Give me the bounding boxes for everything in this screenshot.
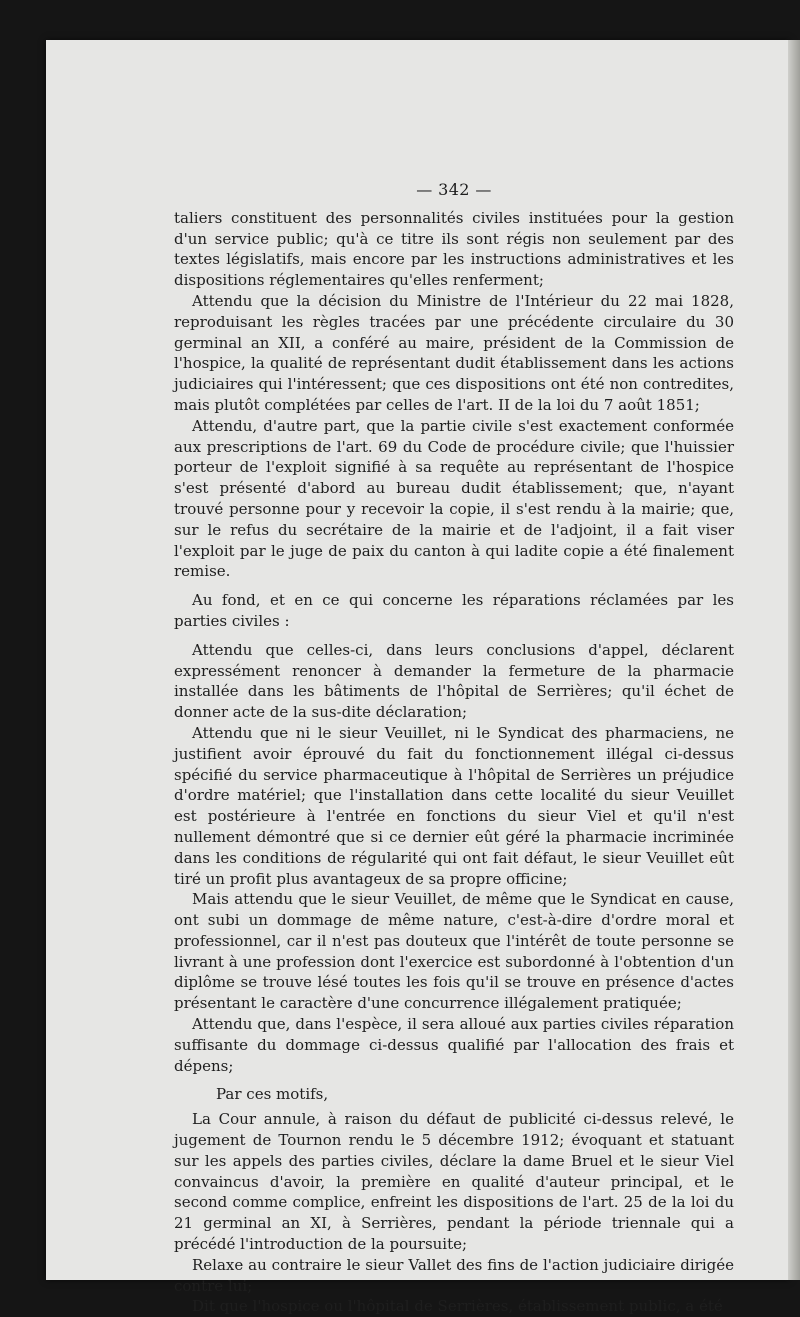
- paragraph-attendu-espece: Attendu que, dans l'espèce, il sera alloué aux parties civiles réparation suffisante du dommage ci-dessus qualifié par l'allocation des frais et dépens;: [174, 1015, 734, 1075]
- paragraph-la-cour: La Cour annule, à raison du défaut de publicité ci-dessus relevé, le jugement de Tournon rendu le 5 décembre 1912; évoquant et statuant sur les appels des parties civiles, déclare la dame Bruel et le sieur Viel convaincus d'avoir, la première en qualité d'auteur principal, et le second comme complice, enfreint les dispositions de l'art. 25 de la loi du 21 germinal an XI, à Serrières, pendant la période triennale qui a précédé l'introduction de la poursuite;: [174, 1110, 734, 1254]
- paragraph-relaxe: Relaxe au contraire le sieur Vallet des fins de l'action judiciaire dirigée contre lui;: [174, 1255, 734, 1295]
- paragraph-dit-que: Dit que l'hospice ou l'hôpital de Serrières, établissement public, a été: [192, 1297, 723, 1316]
- paragraph-attendu-ministre: Attendu que la décision du Ministre de l'Intérieur du 22 mai 1828, reproduisant les règles tracées par une précédente circulaire du 30 germinal an XII, a conféré au maire, président de la Commission de l'hospice, la qualité de représentant dudit établissement dans les actions judiciaires qui l'intéressent; que ces dispositions ont été non contredites, mais plutôt complétées par celles de l'art. II de la loi du 7 août 1851;: [174, 291, 734, 414]
- motifs-heading: Par ces motifs,: [216, 1085, 329, 1104]
- paragraph-continuation: taliers constituent des personnalités civiles instituées pour la gestion d'un service public; qu'à ce titre ils sont régis non seulement par des textes législatifs, mais encore par les instructions administratives et les dispositions réglementaires qu'elles renferment;: [174, 208, 734, 290]
- page-number: — 342 —: [416, 180, 492, 199]
- paragraph-attendu-veuillet: Attendu que ni le sieur Veuillet, ni le Syndicat des pharmaciens, ne justifient avoir éprouvé du fait du fonctionnement illégal ci-dessus spécifié du service pharmaceutique à l'hôpital de Serrières un préjudice d'ordre matériel; que l'installation dans cette localité du sieur Veuillet est postérieure à l'entrée en fonctions du sieur Viel et qu'il n'est nullement démontré que si ce dernier eût géré la pharmacie incriminée dans les conditions de régularité qui ont fait défaut, le sieur Veuillet eût tiré un profit plus avantageux de sa propre officine;: [174, 723, 734, 888]
- paragraph-au-fond: Au fond, et en ce qui concerne les réparations réclamées par les parties civiles :: [174, 591, 734, 630]
- paragraph-attendu-celles-ci: Attendu que celles-ci, dans leurs conclusions d'appel, déclarent expressément renoncer à demander la fermeture de la pharmacie installée dans les bâtiments de l'hôpital de Serrières; qu'il échet de donner acte de la sus-dite déclaration;: [174, 640, 734, 722]
- page-text: [174, 180, 734, 1317]
- page-edge: [788, 40, 800, 1280]
- paragraph-mais-attendu: Mais attendu que le sieur Veuillet, de même que le Syndicat en cause, ont subi un dommage de même nature, c'est-à-dire d'ordre moral et professionnel, car il n'est pas douteux que l'intérêt de toute personne se livrant à une profession dont l'exercice est subordonné à l'obtention d'un diplôme se trouve lésé toutes les fois qu'il se trouve en présence d'actes présentant le caractère d'une concurrence illégalement pratiquée;: [174, 890, 734, 1013]
- paragraph-attendu-partie-civile: Attendu, d'autre part, que la partie civile s'est exactement conformée aux prescriptions de l'art. 69 du Code de procédure civile; que l'huissier porteur de l'exploit signifié à sa requête au représentant de l'hospice s'est présenté d'abord au bureau dudit établissement; que, n'ayant trouvé personne pour y recevoir la copie, il s'est rendu à la mairie; que, sur le refus du secrétaire de la mairie et de l'adjoint, il a fait viser l'exploit par le juge de paix du canton à qui ladite copie a été finalement remise.: [174, 416, 734, 581]
